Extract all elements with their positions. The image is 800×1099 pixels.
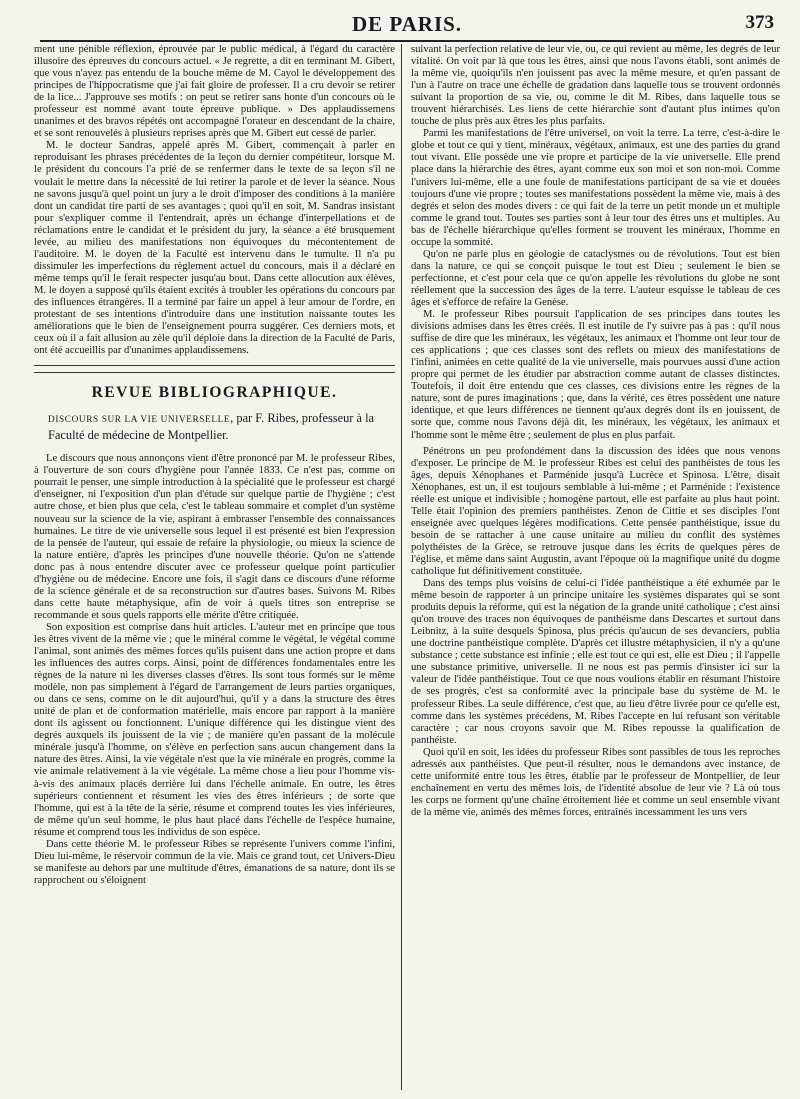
section-rule [34,372,395,373]
running-title: DE PARIS. [351,12,463,36]
right-column [411,44,780,1092]
header-rule [40,40,774,42]
section-heading: REVUE BIBLIOGRAPHIQUE. [91,384,338,402]
paragraph: ment une pénible réflexion, éprouvée par le public médical, à l'égard du caractère illusoire des épreuves du concours actuel. « Je regrette, a dit en terminant M. Gibert, que vous n'ayez pas entendu de la bouche même de M. Cayol le développement des principes de l'hippocratisme que j'ai fait gloire de professer. Il a cru devoir se retirer de la lice... J'approuve ses motifs : on peut se retirer sans honte d'un concours où le professeur est nommé avant toute épreuve publique. » Des applaudissemens unanimes et des bravos répétés ont accompagné l'orateur en descendant de la chaire, et se sont renouvelés à plusieurs reprises après que M. Gibert eut cessé de parler. [34,44,395,140]
article-title-lead: DISCOURS SUR LA VIE UNIVERSELLE [48,415,231,426]
column-divider [401,44,402,1090]
paragraph: Parmi les manifestations de l'être universel, on voit la terre. La terre, c'est-à-dire le globe et tout ce qui y tient, minéraux, végétaux, animaux, est une des parties du grand tout vivant. Elle possède une vie propre et participe de la vie universelle. Elle prend place dans la hiérarchie des êtres, ayant comme eux son moi et son non-moi. Comme l'univers lui-même, elle a une foule de manifestations participant de sa vie et douées toujours d'une vie propre ; toutes ses manifestations possèdent la même vie, mais à des degrés et selon des modes divers : ce qui fait de la terre un petit monde un et multiple comme le grand tout. Toutes ses parties sont à leur tour des êtres uns et multiples. Au bas de l'échelle hiérarchique qu'elles forment se trouvent les minéraux, l'homme en occupe la sommité. [411,128,780,248]
paragraph: M. le docteur Sandras, appelé après M. Gibert, commençait à parler en reproduisant les phrases précédentes de la leçon du dernier compétiteur, lorsque M. le président du concours l'a prié de se renfermer dans le texte de sa leçon s'il ne voulait le mettre dans la nécessité de lui retirer la parole et de lever la séance. Nous ne savons jusqu'à quel point un jury a le droit d'imposer des conditions à la manière dont un candidat tire parti de ses avantages ; quoi qu'il en soit, M. Sandras insistant pour s'expliquer comme il l'entendrait, après un échange d'interpellations et de réclamations entre le candidat et le président du jury, la séance a été brusquement levée, au milieu des manifestations non équivoques du mécontentement de l'auditoire. M. le doyen de la Faculté est intervenu dans le tumulte. Il n'a pu dissimuler les imperfections du règlement actuel du concours, mais il a déclaré en même temps qu'il le ferait respecter jusqu'au bout. Dans cette allocution aux élèves, M. le doyen a supposé qu'ils étaient excités à troubler les opérations du concours par des influences étrangères. Il a terminé par faire un appel à leur amour de l'ordre, en protestant de ses intentions d'introduire dans une institution naissante toutes les améliorations que le bien de l'enseignement pourra suggérer. Ces derniers mots, et ceux où il a fait allusion au zèle qu'il déploie dans la direction de la Faculté de Paris, ont été accueillis par d'unanimes applaudissemens. [34,140,395,357]
paragraph: Quoi qu'il en soit, les idées du professeur Ribes sont passibles de tous les reproches adressés aux panthéistes. Que peut-il résulter, nous le demandons avec instance, de cette uniformité entre tous les êtres, établie par le professeur de Montpellier, de leur enchaînement en vertu des mêmes lois, de l'identité absolue de leur vie ? Là où tous les corps ne forment qu'une chaîne étroitement liée et comme un seul ensemble vivant de la même vie, animés des mêmes forces, entraînés incessamment les uns vers [411,746,780,818]
paragraph: Dans cette théorie M. le professeur Ribes se représente l'univers comme l'infini, Dieu lui-même, le réservoir commun de la vie. Mais ce grand tout, cet Univers-Dieu se manifeste au dehors par une multitude d'êtres, émanations de sa nature, dont ils se rapprochent ou s'éloignent [34,838,395,886]
page-number: 373 [745,12,774,33]
paragraph: Dans des temps plus voisins de celui-ci l'idée panthéistique a été exhumée par le même besoin de rapporter à un principe unitaire les systèmes disparates qui se sont produits depuis la réforme, qui est la négation de la grande unité catholique ; c'est ainsi qu'on trouve des traces non équivoques de panthéisme dans Descartes et surtout dans Leibnitz, à la suite desquels Spinosa, plus précis qu'aucun de ses devanciers, publia une doctrine panthéistique complète. D'après cet illustre métaphysicien, il n'y a qu'une substance ; cette substance est infinie ; elle est tout ce qui est, elle est Dieu ; il l'appelle une substance primitive, universelle. Il ne nous est pas permis d'insister ici sur la valeur de l'idée panthéistique. Tout ce que nous voulions établir en résumant l'histoire de ses progrès, c'est sa conformité avec la principale base du système de M. le professeur Ribes. La seule différence, c'est que, au lieu d'être livrée pour ce qu'elle est, comme dans les systèmes précédens, M. Ribes l'accepte en lui refusant son véritable caractère ; car nous croyons savoir que M. Ribes repousse la qualification de panthéiste. [411,578,780,746]
article-title [34,411,395,443]
section-rule [34,365,395,366]
paragraph: suivant la perfection relative de leur vie, ou, ce qui revient au même, les degrés de leur vitalité. On voit par là que tous les êtres, ainsi que nous l'avons établi, sont animés de la même vie, quoiqu'ils n'en jouissent pas avec la même mesure, et qu'en passant de l'un à l'autre on trace une échelle de gradation dans laquelle tous se trouvent ordonnés suivant la proportion de sa vie, ou, comme le dit M. Ribes, dans laquelle tous se trouvent hiérarchisés. Les liens de cette hiérarchie sont d'autant plus intimes qu'on touche de plus près aux êtres les plus parfaits. [411,44,780,128]
paragraph: Son exposition est comprise dans huit articles. L'auteur met en principe que tous les êtres vivent de la même vie ; que le minéral comme le végétal, le végétal comme l'animal, sont animés des mêmes forces qu'ils puisent dans une action propre et dans les influences des autres corps. Ainsi, point de différences fondamentales entre les règnes de la nature ni les diverses classes d'êtres. Ils sont tous formés sur le même modèle, non pas simplement à l'égard de l'arrangement de leurs parties organiques, ou dans ce sens, comme on le dit aujourd'hui, qu'il y a dans la structure des êtres unité de plan et de conformation matérielle, mais encore par rapport à la manière dont ils agissent ou fonctionnent. L'unique différence qui les distingue vient des degrés auxquels ils jouissent de la vie ; de manière qu'en passant de la molécule minérale jusqu'à l'homme, on s'élève en perfection sans aucun changement dans la nature des êtres. Ainsi, la vie végétale n'est que la vie minérale en progrès, comme la vie animale relativement à la vie végétale. La même chose a lieu pour l'homme vis-à-vis des animaux placés derrière lui dans l'échelle animale. En outre, les êtres supérieurs contiennent et résument les vies des êtres inférieurs ; de sorte que l'homme, qui est à la tête de la série, résume et comprend toutes les vies inférieures, de même qu'un seul homme, le plus haut placé dans l'échelle de l'espèce humaine, résume et comprend tous les individus de son espèce. [34,621,395,838]
paragraph: Pénétrons un peu profondément dans la discussion des idées que nous venons d'exposer. Le principe de M. le professeur Ribes est celui des panthéistes de tous les âges, depuis Xénophanes et Parménide jusqu'à Lucrèce et Spinosa. L'être, disait Xénophanes, est un, il est toujours semblable à lui-même ; et Parménide : l'existence réelle est unique et indivisible ; homogène partout, elle est parfaite au plus haut point. Telle était l'opinion des premiers panthéistes. Zenon de Cittie et ses disciples l'ont enseignée avec quelques légères modifications. Cette pensée panthéistique, issue du besoin de se rattacher à une cause unitaire au milieu du conflit des systèmes polythéistes de la Grèce, se retrouve jusque dans les écrits de quelques pères de l'église, et même dans saint Augustin, avant l'époque où la magnifique unité du dogme catholique fut définitivement constituée. [411,445,780,578]
paragraph: M. le professeur Ribes poursuit l'application de ses principes dans toutes les divisions admises dans les êtres créés. Il est inutile de l'y suivre pas à pas : qu'il nous suffise de dire que les minéraux, les végétaux, les animaux et l'homme ont leur tour de ces applications ; que ces classes sont des reflets ou mieux des manifestations de l'infini, animées en cette qualité de la vie universelle, mais pourvues aussi d'une action propre qui permet de les étudier par abstraction comme autant de classes distinctes. Toutefois, il doit être entendu que ces classes, ces divisions entre les règnes de la nature, sont de pures imaginations ; que, dans la vérité, ces êtres possèdent une nature identique, et que leurs différences ne tiennent qu'aux degrés dont ils en jouissent, de sorte que, comme nous l'avons déjà dit, les minéraux, les végétaux, les animaux et l'homme sont le même être ; seulement de plus en plus parfait. [411,309,780,441]
paragraph: Le discours que nous annonçons vient d'être prononcé par M. le professeur Ribes, à l'ouverture de son cours d'hygiène pour l'année 1833. Ce n'est pas, comme on pourrait le penser, une simple introduction à la spécialité que le professeur est chargé d'enseigner, ni l'exposition d'un plan d'étude sur quelque partie de l'hygiène ; c'est autre chose, et bien plus que cela, c'est le tableau sommaire et complet d'un système nouveau sur la science de la vie, aspirant à embrasser l'ensemble des connaissances humaines. Le titre de vie universelle sous lequel il est présenté est bien l'expression de la pensée de l'auteur, qui essaie de refaire la physiologie, ou mieux la science de la nature entière, d'après les principes d'une nouvelle théorie. Qu'on ne s'attende donc pas à nous entendre discuter avec ce professeur quelque point particulier d'hygiène ou de médecine. Encore une fois, il s'agit dans ce discours d'une réforme de la science générale et de sa reconstruction sur d'autres bases. Suivons M. Ribes dans cette haute métaphysique, afin de voir à quels titres son entreprise se recommande et sous quels rapports elle mérite d'être critiquée. [34,453,395,621]
article-title-rest: , par F. Ribes, professeur à la Faculté de médecine de Montpellier. [48,411,375,443]
page-header [40,12,774,34]
paragraph: Qu'on ne parle plus en géologie de cataclysmes ou de révolutions. Tout est bien dans la nature, ce qui se conçoit puisque le tout est Dieu ; seulement le bien se perfectionne, et c'est pour cela que ce qu'on appelle les révolutions du globe ne sont réellement que la succession des âges de la terre. L'auteur esquisse le tableau de ces âges et s'efforce de refaire la Genèse. [411,248,780,308]
left-column [34,44,395,1092]
